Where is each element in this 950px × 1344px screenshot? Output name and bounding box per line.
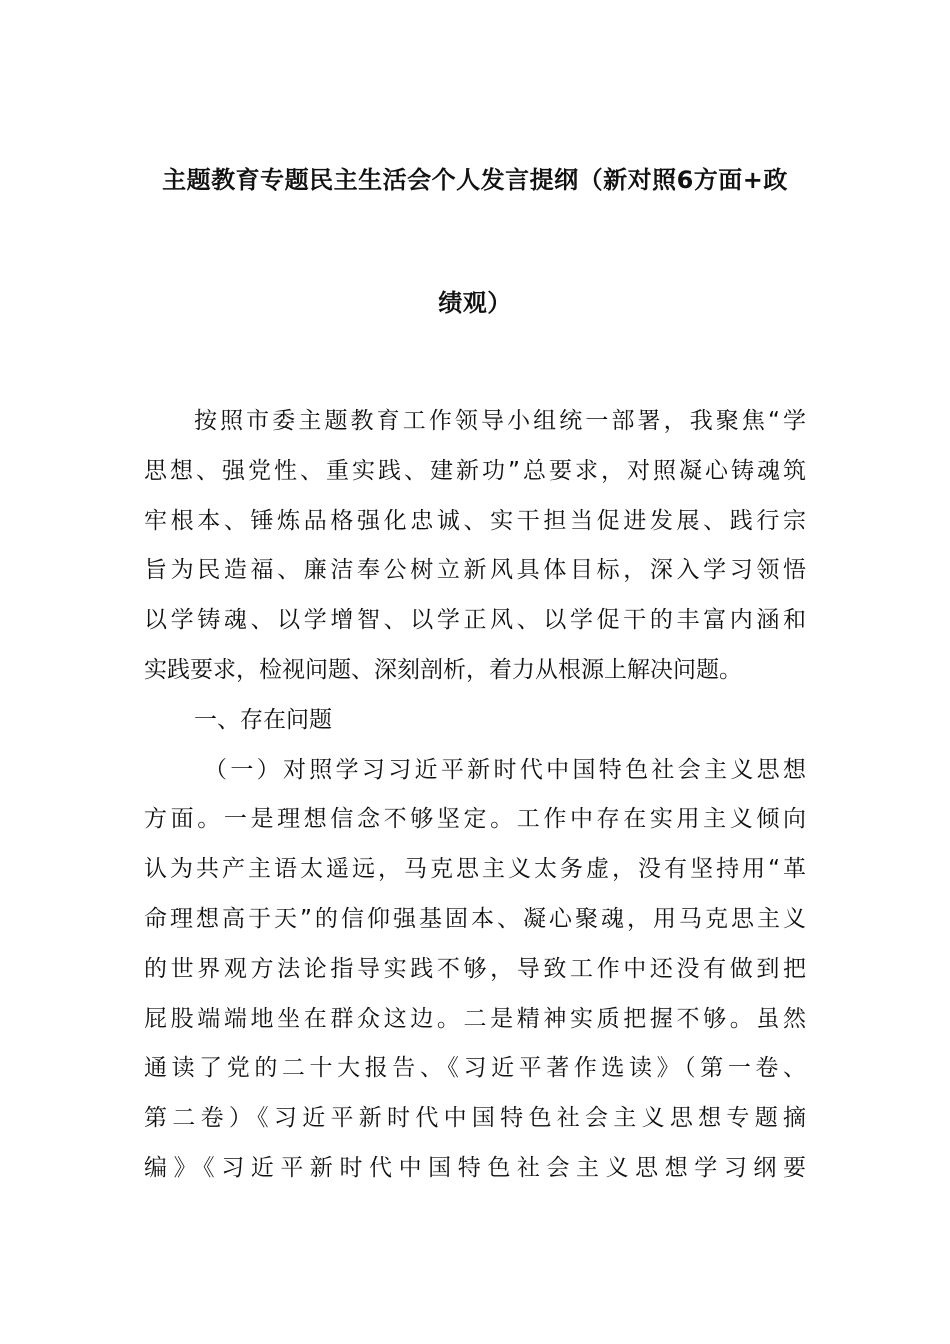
body-line: 编》《习近平新时代中国特色社会主义思想学习纲要 [144, 1154, 806, 1181]
body-line: 通读了党的二十大报告、《习近平著作选读》（第一卷、 [144, 1055, 806, 1082]
body-line: 思想、强党性、重实践、建新功”总要求，对照凝心铸魂筑 [144, 457, 806, 484]
subsection-heading-line: （一）对照学习习近平新时代中国特色社会主义思想 [204, 756, 806, 783]
body-line: 实践要求，检视问题、深刻剖析，着力从根源上解决问题。 [144, 656, 742, 683]
document-body [144, 405, 806, 1202]
body-line: 方面。一是理想信念不够坚定。工作中存在实用主义倾向 [144, 806, 806, 833]
body-line: 屁股端端地坐在群众这边。二是精神实质把握不够。虽然 [144, 1005, 806, 1032]
section-heading: 一、存在问题 [194, 706, 332, 733]
body-line: 以学铸魂、以学增智、以学正风、以学促干的丰富内涵和 [144, 607, 806, 634]
body-line: 认为共产主语太遥远，马克思主义太务虚，没有坚持用“革 [144, 856, 806, 883]
body-line: 的世界观方法论指导实践不够，导致工作中还没有做到把 [144, 955, 806, 982]
body-line: 牢根本、锤炼品格强化忠诚、实干担当促进发展、践行宗 [144, 507, 806, 534]
body-line: 旨为民造福、廉洁奉公树立新风具体目标，深入学习领悟 [144, 557, 806, 584]
document-title-line-2: 绩观） [438, 289, 512, 317]
document-title-line-1: 主题教育专题民主生活会个人发言提纲（新对照6方面+政 [162, 166, 788, 194]
body-line: 命理想高于天”的信仰强基固本、凝心聚魂，用马克思主义 [144, 905, 806, 932]
body-line: 第二卷）《习近平新时代中国特色社会主义思想专题摘 [144, 1105, 806, 1132]
body-line: 按照市委主题教育工作领导小组统一部署，我聚焦“学 [194, 408, 806, 434]
